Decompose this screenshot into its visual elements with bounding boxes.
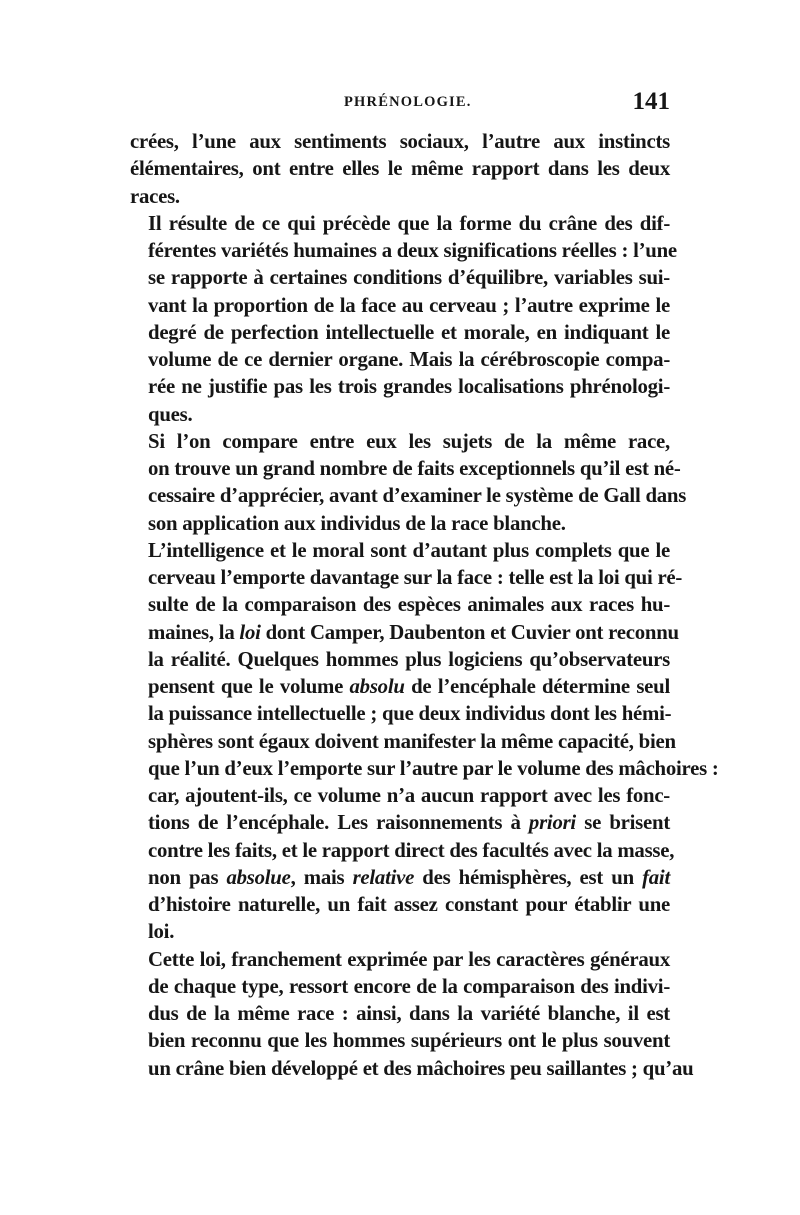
text-line: bien reconnu que les hommes supérieurs ont le plus souvent [148, 1029, 670, 1053]
text-line: Il résulte de ce qui précède que la forme du crâne des dif- [148, 211, 670, 235]
body-text [130, 128, 719, 1082]
running-head [130, 88, 670, 128]
text-line: la réalité. Quelques hommes plus logiciens qu’observateurs [148, 647, 670, 671]
text-line: Cette loi, franchement exprimée par les caractères généraux [148, 947, 670, 971]
paragraph [130, 946, 694, 1082]
paragraph [130, 128, 670, 210]
text-line: degré de perfection intellectuelle et morale, en indiquant le [148, 320, 670, 344]
italic-term: fait [642, 865, 670, 889]
text-line: loi. [148, 920, 175, 944]
paragraph [130, 428, 687, 537]
text-line: maines, la loi dont Camper, Daubenton et Cuvier ont reconnu [148, 620, 679, 644]
text-line: férentes variétés humaines a deux significations réelles : l’une [148, 239, 677, 262]
text-line: contre les faits, et le rapport direct des facultés avec la masse, [148, 838, 675, 862]
text-line: cessaire d’apprécier, avant d’examiner le système de Gall dans [148, 484, 687, 508]
italic-term: absolue [226, 865, 291, 889]
text-line: cerveau l’emporte davantage sur la face : telle est la loi qui ré- [148, 566, 683, 589]
text-line: volume de ce dernier organe. Mais la cérébroscopie compa- [148, 348, 670, 371]
text-line: de chaque type, ressort encore de la comparaison des indivi- [148, 974, 670, 998]
text-line: L’intelligence et le moral sont d’autant plus complets que le [148, 538, 670, 562]
italic-term: relative [352, 865, 415, 889]
text-line: ques. [148, 402, 193, 426]
page-number: 141 [632, 88, 670, 115]
italic-term: absolu [349, 675, 405, 698]
text-line: la puissance intellectuelle ; que deux individus dont les hémi- [148, 702, 672, 726]
text-line: pensent que le volume absolu de l’encéphale détermine seul [148, 675, 670, 698]
text-line: dus de la même race : ainsi, dans la variété blanche, il est [148, 1002, 670, 1025]
text-line: tions de l’encéphale. Les raisonnements à priori se brisent [148, 811, 670, 835]
paragraph [130, 537, 719, 946]
text-line: rée ne justifie pas les trois grandes localisations phrénologi- [148, 375, 670, 399]
text-line: se rapporte à certaines conditions d’équilibre, variables sui- [148, 266, 670, 290]
italic-term: loi [239, 620, 261, 644]
running-title: PHRÉNOLOGIE. [344, 94, 472, 110]
text-line: on trouve un grand nombre de faits exceptionnels qu’il est né- [148, 457, 681, 480]
text-line: d’histoire naturelle, un fait assez constant pour établir une [148, 893, 670, 916]
text-line: son application aux individus de la race blanche. [148, 511, 566, 535]
text-line: races. [130, 184, 180, 208]
text-line: Si l’on compare entre eux les sujets de la même race, [148, 429, 670, 453]
text-line: vant la proportion de la face au cerveau ; l’autre exprime le [148, 293, 670, 317]
text-line: non pas absolue, mais relative des hémisphères, est un fait [148, 865, 670, 889]
text-line: élémentaires, ont entre elles le même rapport dans les deux [130, 157, 670, 181]
italic-term: priori [528, 811, 576, 835]
text-line: car, ajoutent-ils, ce volume n’a aucun rapport avec les fonc- [148, 784, 670, 807]
text-line: un crâne bien développé et des mâchoires peu saillantes ; qu’au [148, 1056, 694, 1080]
text-line: que l’un d’eux l’emporte sur l’autre par le volume des mâchoires : [148, 756, 719, 780]
paragraph [130, 210, 677, 428]
text-line: sphères sont égaux doivent manifester la même capacité, bien [148, 729, 676, 753]
text-line: sulte de la comparaison des espèces animales aux races hu- [148, 593, 670, 617]
text-line: crées, l’une aux sentiments sociaux, l’autre aux instincts [130, 130, 670, 153]
